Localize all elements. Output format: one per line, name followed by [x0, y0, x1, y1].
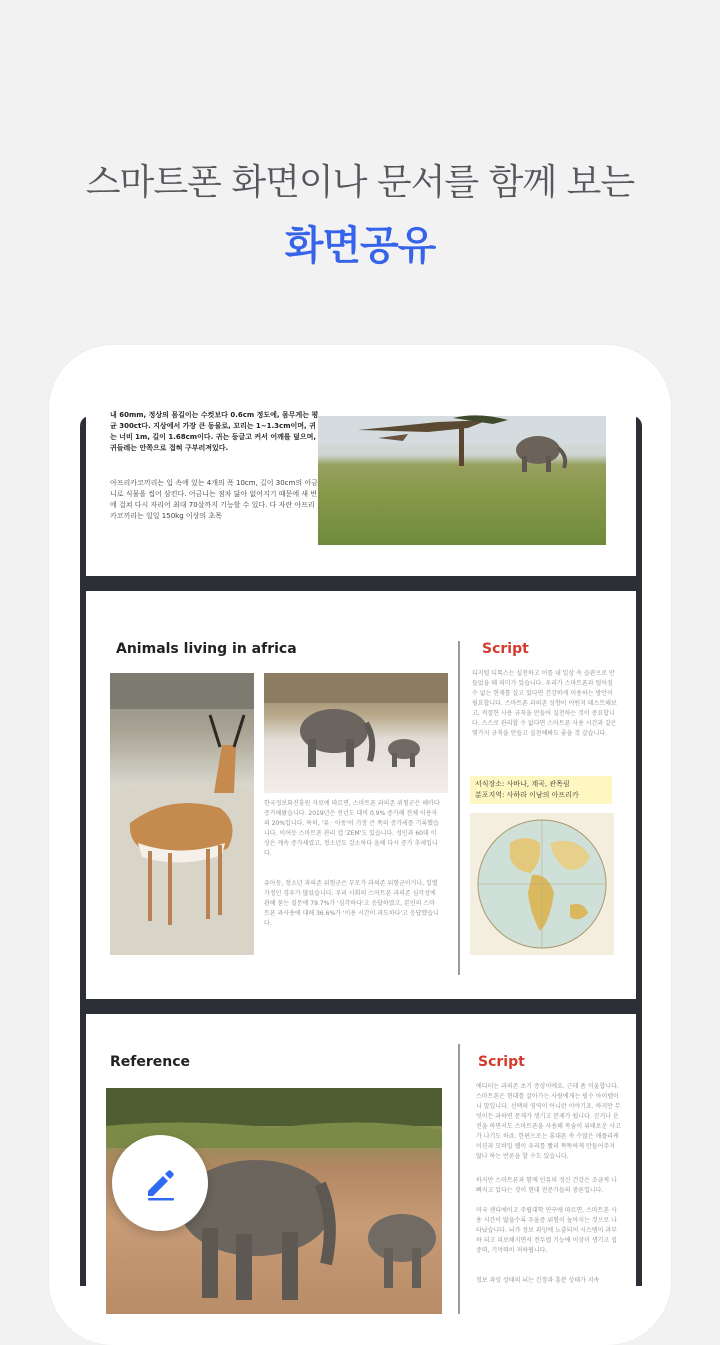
script-text: 디지털 디톡스는 실천하고 이를 내 일상 속 습관으로 만들었을 때 의미가 있습니다. 우리가 스마트폰과 떨어질 수 없는 현재를 살고 있다면 건강하게 이용하는 방안이 필요합니다. 스마트폰 과의존 성향이 어떤지 테스트해보고, 적절한 사용 규칙을 만들어 실천하는 것이 중요합니다. 스스로 관리할 수 없다면 스마트폰 사용 시간과 같은 몇가지 규칙을 만들고 실천해봐도 좋을 것 같습니다. [472, 670, 617, 737]
hero-headline: 스마트폰 화면이나 문서를 함께 보는 [85, 162, 635, 203]
body-paragraph: 아프리카코끼리는 입 속에 있는 4개의 폭 10cm, 길이 30cm의 어금니로 식물을 씹어 삼킨다. 어금니는 점차 닳아 없어지기 때문에 새 번에 걸쳐 다시 자리어 최대 70살까지 기능할 수 있다. 다 자란 아프리카코끼리는 일일 150kg 이상의 초목 [110, 479, 318, 520]
hero-title: 화면공유 [284, 223, 436, 269]
script-text: 정보 과잉 상태의 뇌는 긴장과 흥분 상태가 지속 [476, 1277, 600, 1284]
body-paragraph: 내 60mm, 정상의 몸길이는 수컷보다 0.6cm 정도에, 몸무게는 평균 300ct다. 지상에서 가장 큰 동물로, 꼬리는 1~1.3cm이며, 귀는 너비 1m, 길이 1.68cm이다. 귀는 둥글고 커서 어깨를 덮으며, 귀들레는 안쪽으로 접혀 구부러져있다. [110, 411, 319, 452]
gazelle-photo [110, 673, 254, 955]
script-text: 에디터는 과의존 초기 증상이에요. 근데 좀 억울합니다. 스마트폰은 현대를 살아가는 사람에게는 필수 아이템이니 말입니다. 선택의 영역이 아니란 이야기죠. 하지만 무엇이든 과하면 문제가 생기고 분제가 됩니다. 걷거나 운전을 하면서도 스마트폰을 사용해 목숨이 위태로운 사고가 나기도 하죠. 한편으로는 휴대폰 속 수많은 애플리케이션과 모바일 웹이 우리를 빨리 똑똑하게 만들어주지 않나 하는 반론을 할 수도 있습니다. [476, 1083, 621, 1160]
script-title: Script [482, 641, 529, 657]
edit-button[interactable] [112, 1135, 208, 1231]
note-line: 서식장소: 사바나, 계곡, 관목림 [475, 780, 570, 788]
script-text: 미국 샌디에이고 주립대학 연구에 따르면, 스마트폰 사용 시간이 많을수록 우울증 위험이 높아지는 것으로 나타났습니다. 뇌가 정보 과잉에 노출되어 시스템이 과부하 되고 피로해지면서 전두엽 기능에 이상이 생기고 집중력, 기억력이 저하됩니다. [476, 1207, 617, 1254]
document-page [86, 396, 636, 576]
world-map-image [470, 813, 614, 955]
page-title: Animals living in africa [116, 641, 297, 657]
body-paragraph: 유아동, 청소년 과의존 위험군은 부모가 과의존 위험군이거나, 일별 가정인 경우가 많았습니다. 우리 사회의 스마트폰 과의존 심각성에 관해 묻는 질문에 79.7%가 '심각하다'고 응답하였고, 본인의 스마트폰 과사용에 대해 36.6%가 '이용 시간이 과도하다'고 응답했습니다. [264, 880, 439, 927]
document-page [86, 591, 636, 999]
page-title: Reference [110, 1054, 191, 1070]
savanna-elephant-photo [318, 416, 606, 545]
note-line: 분포지역: 사하라 이남의 아프리카 [475, 791, 579, 799]
pencil-icon [140, 1163, 180, 1203]
script-text: 하지만 스마트폰과 함께 인류의 정신 건강은 조금씩 나빠지고 있다는 것이 현대 전문가들의 중론입니다. [476, 1177, 617, 1194]
elephants-photo [264, 673, 448, 793]
info-note [470, 776, 612, 804]
column-divider [458, 1044, 460, 1314]
column-divider [458, 641, 460, 975]
body-paragraph: 한국정보화진흥원 자료에 따르면, 스마트폰 과의존 위험군은 해마다 증가해왔습니다. 2019년은 전년도 대비 0.9% 증가해 전체 이용자의 20%입니다. 특히, '유 · 아동'이 가장 큰 폭의 증가세를 기록했습니다. 이어등 스마트폰 관리 앱 'ZEM'도 있습니다. 성인과 60대 이상은 계속 증가세였고, 청소년도 감소하다 올해 다시 증가 추세입니다. [264, 800, 440, 857]
script-title: Script [478, 1054, 525, 1070]
